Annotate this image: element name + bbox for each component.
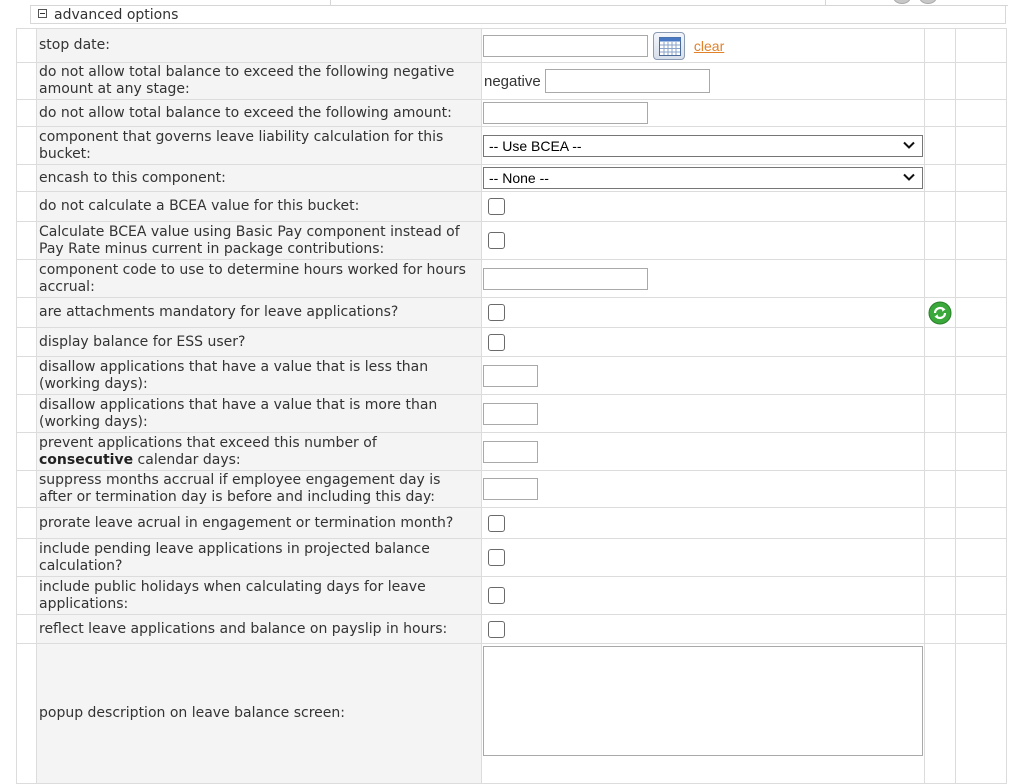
row-suppress-accrual: [17, 471, 1007, 508]
min-days-label: disallow applications that have a value that is less than (working days):: [37, 357, 482, 395]
consecutive-days-input[interactable]: [483, 441, 538, 463]
row-attachments-mandatory: [17, 298, 1007, 328]
suppress-accrual-input[interactable]: [483, 478, 538, 500]
no-bcea-value-checkbox[interactable]: [488, 198, 505, 215]
advanced-options-form: [16, 28, 1007, 784]
no-bcea-value-label: do not calculate a BCEA value for this bucket:: [37, 192, 482, 222]
suppress-accrual-label: suppress months accrual if employee engagement day is after or termination day is before and including this day:: [37, 471, 482, 508]
negative-amount-input[interactable]: [545, 69, 710, 93]
row-include-holidays: [17, 577, 1007, 615]
row-encash-component: [17, 165, 1007, 192]
include-holidays-label: include public holidays when calculating days for leave applications:: [37, 577, 482, 615]
chevron-down-icon: [903, 171, 915, 183]
include-pending-label: include pending leave applications in projected balance calculation?: [37, 539, 482, 577]
row-negative-balance: [17, 63, 1007, 100]
hours-component-label: component code to use to determine hours worked for hours accrual:: [37, 260, 482, 298]
row-payslip-hours: [17, 615, 1007, 644]
row-liability-component: [17, 127, 1007, 165]
row-consecutive-days: [17, 433, 1007, 471]
label-text: prevent applications that exceed this number of: [39, 434, 377, 451]
prorate-accrual-checkbox[interactable]: [488, 515, 505, 532]
max-days-input[interactable]: [483, 403, 538, 425]
refresh-icon[interactable]: [928, 301, 952, 325]
calendar-icon: [659, 37, 681, 56]
select-value: -- Use BCEA --: [489, 137, 582, 154]
chevron-down-icon: [903, 139, 915, 151]
stop-date-label: stop date:: [37, 29, 482, 63]
popup-description-textarea[interactable]: [483, 646, 923, 756]
payslip-hours-label: reflect leave applications and balance on payslip in hours:: [37, 615, 482, 644]
consecutive-days-label: [37, 433, 482, 471]
negative-balance-label: do not allow total balance to exceed the following negative amount at any stage:: [37, 63, 482, 100]
clear-link[interactable]: clear: [693, 37, 725, 54]
section-title: advanced options: [54, 7, 179, 23]
liability-component-select[interactable]: [483, 135, 923, 157]
row-include-pending: [17, 539, 1007, 577]
encash-component-label: encash to this component:: [37, 165, 482, 192]
attachments-mandatory-checkbox[interactable]: [488, 304, 505, 321]
hours-component-input[interactable]: [483, 268, 648, 290]
row-popup-description: [17, 644, 1007, 784]
row-prorate-accrual: [17, 508, 1007, 539]
display-balance-ess-checkbox[interactable]: [488, 334, 505, 351]
bcea-basic-pay-label: Calculate BCEA value using Basic Pay component instead of Pay Rate minus current in package contributions:: [37, 222, 482, 260]
stop-date-input[interactable]: [483, 35, 648, 57]
negative-prefix-label: negative: [484, 72, 541, 90]
row-no-bcea-value: [17, 192, 1007, 222]
collapse-minus-icon[interactable]: [38, 9, 47, 18]
partial-icon: [919, 0, 937, 4]
attachments-mandatory-label: are attachments mandatory for leave applications?: [37, 298, 482, 328]
row-min-days: [17, 357, 1007, 395]
max-days-label: disallow applications that have a value that is more than (working days):: [37, 395, 482, 433]
max-balance-label: do not allow total balance to exceed the following amount:: [37, 100, 482, 127]
display-balance-ess-label: display balance for ESS user?: [37, 328, 482, 357]
bcea-basic-pay-checkbox[interactable]: [488, 232, 505, 249]
prorate-accrual-label: prorate leave acrual in engagement or termination month?: [37, 508, 482, 539]
row-max-balance: [17, 100, 1007, 127]
row-display-balance-ess: [17, 328, 1007, 357]
include-pending-checkbox[interactable]: [488, 549, 505, 566]
label-text: calendar days:: [133, 451, 241, 468]
select-value: -- None --: [489, 170, 549, 186]
label-bold-text: consecutive: [39, 451, 134, 468]
liability-component-label: component that governs leave liability calculation for this bucket:: [37, 127, 482, 165]
partial-icon: [893, 0, 911, 4]
row-bcea-basic-pay: [17, 222, 1007, 260]
row-stop-date: [17, 29, 1007, 63]
popup-description-label: popup description on leave balance screen:: [37, 644, 482, 784]
payslip-hours-checkbox[interactable]: [488, 621, 505, 638]
max-balance-input[interactable]: [483, 102, 648, 124]
include-holidays-checkbox[interactable]: [488, 587, 505, 604]
row-max-days: [17, 395, 1007, 433]
encash-component-select[interactable]: [483, 167, 923, 189]
calendar-button[interactable]: [653, 32, 685, 60]
min-days-input[interactable]: [483, 365, 538, 387]
advanced-options-header[interactable]: [30, 6, 1006, 24]
row-hours-component: [17, 260, 1007, 298]
